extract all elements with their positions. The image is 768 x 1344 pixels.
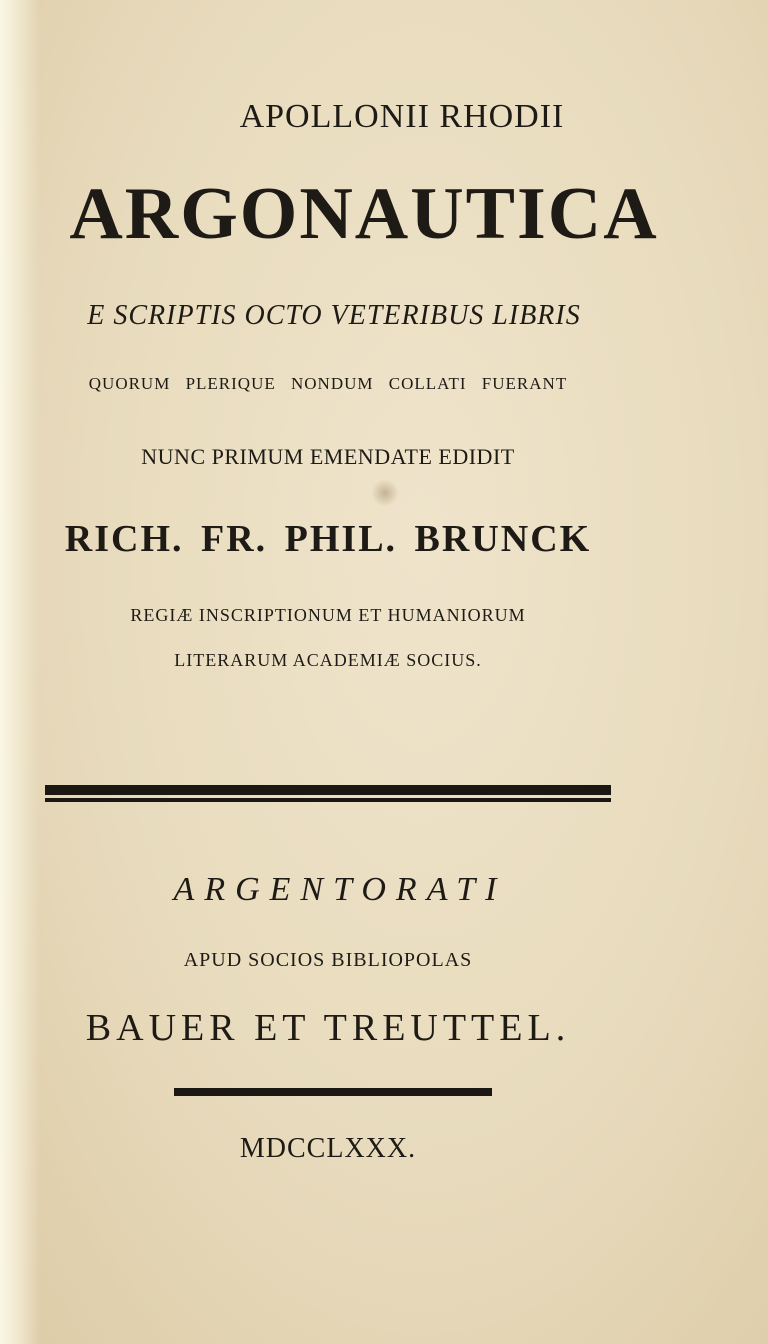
- editor-name: RICH. FR. PHIL. BRUNCK: [64, 518, 592, 560]
- rule-thin: [45, 798, 611, 802]
- affiliation-line-2: LITERARUM ACADEMIÆ SOCIUS.: [174, 650, 482, 670]
- publication-year: MDCCLXXX.: [239, 1133, 417, 1164]
- subtitle-line-1: E SCRIPTIS OCTO VETERIBUS LIBRIS: [87, 300, 581, 331]
- single-rule-divider: [174, 1088, 492, 1096]
- paper-stain: [372, 478, 398, 508]
- subtitle-line-3: NUNC PRIMUM EMENDATE EDIDIT: [141, 444, 515, 469]
- rule-thick: [45, 785, 611, 795]
- author-line: APOLLONII RHODII: [239, 98, 565, 135]
- imprint-line: APUD SOCIOS BIBLIOPOLAS: [183, 949, 473, 971]
- double-rule-divider: [45, 785, 611, 805]
- affiliation-line-1: REGIÆ INSCRIPTIONUM ET HUMANIORUM: [130, 605, 526, 625]
- subtitle-line-2: QUORUM PLERIQUE NONDUM COLLATI FUERANT: [88, 374, 568, 393]
- book-title: ARGONAUTICA: [69, 173, 659, 255]
- place-of-publication: ARGENTORATI: [173, 871, 507, 908]
- publisher-name: BAUER ET TREUTTEL.: [85, 1007, 571, 1049]
